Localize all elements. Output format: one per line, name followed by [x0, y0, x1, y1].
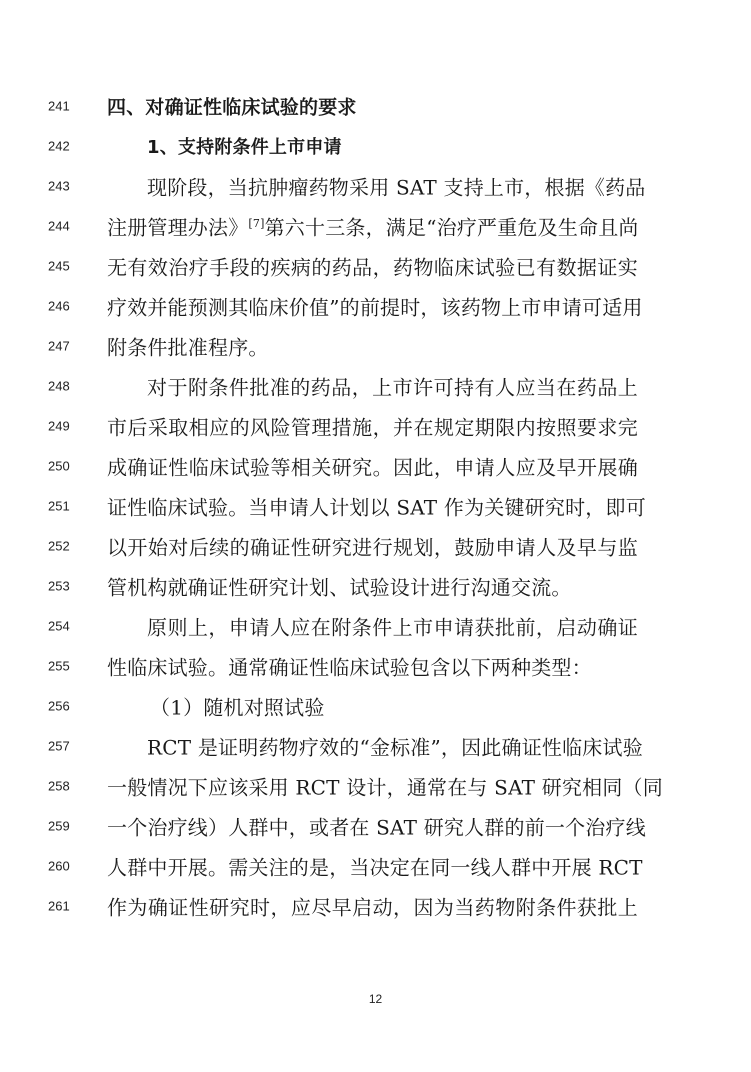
paragraph-line: 疗效并能预测其临床价值”的前提时，该药物上市申请可适用: [107, 295, 643, 320]
line-number: 244: [48, 218, 70, 234]
line-number: 247: [48, 338, 70, 354]
paragraph-line: 对于附条件批准的药品，上市许可持有人应当在药品上: [147, 375, 638, 400]
line-number: 258: [48, 778, 70, 794]
line-number: 248: [48, 378, 70, 394]
line-number: 250: [48, 458, 70, 474]
line-246: [0, 286, 751, 326]
line-247: [0, 326, 751, 366]
section-heading: 四、对确证性临床试验的要求: [107, 96, 357, 119]
line-245: [0, 246, 751, 286]
line-260: [0, 846, 751, 886]
paragraph-line: 人群中开展。需关注的是，当决定在同一线人群中开展 RCT: [107, 855, 643, 880]
paragraph-line: 原则上，申请人应在附条件上市申请获批前，启动确证: [147, 615, 638, 640]
line-259: [0, 806, 751, 846]
line-number: 253: [48, 578, 70, 594]
line-250: [0, 446, 751, 486]
line-248: [0, 366, 751, 406]
text-segment: 第六十三条，满足“治疗严重危及生命且尚: [264, 215, 639, 240]
line-254: [0, 606, 751, 646]
line-252: [0, 526, 751, 566]
paragraph-line: 市后采取相应的风险管理措施，并在规定期限内按照要求完: [107, 415, 638, 440]
line-number: 257: [48, 738, 70, 754]
line-number: 254: [48, 618, 70, 634]
line-251: [0, 486, 751, 526]
paragraph-line: 无有效治疗手段的疾病的药品，药物临床试验已有数据证实: [107, 255, 638, 280]
line-number: 245: [48, 258, 70, 274]
text-segment: 注册管理办法》: [107, 215, 249, 240]
line-241: [0, 86, 751, 126]
paragraph-line: 性临床试验。通常确证性临床试验包含以下两种类型：: [107, 655, 592, 680]
line-number: 246: [48, 298, 70, 314]
line-255: [0, 646, 751, 686]
paragraph-line: 以开始对后续的确证性研究进行规划，鼓励申请人及早与监: [107, 535, 638, 560]
paragraph-line: [107, 212, 638, 241]
line-number: 260: [48, 858, 70, 874]
paragraph-line: 证性临床试验。当申请人计划以 SAT 作为关键研究时，即可: [107, 495, 646, 520]
line-244: [0, 206, 751, 246]
page-number: 12: [368, 992, 383, 1006]
line-number: 243: [48, 178, 70, 194]
paragraph-line: 附条件批准程序。: [107, 335, 269, 360]
line-258: [0, 766, 751, 806]
line-number: 256: [48, 698, 70, 714]
line-number: 251: [48, 498, 70, 514]
line-256: [0, 686, 751, 726]
line-257: [0, 726, 751, 766]
citation-superscript: [7]: [248, 216, 265, 230]
paragraph-line: 现阶段，当抗肿瘤药物采用 SAT 支持上市，根据《药品: [147, 175, 646, 200]
subsection-heading: 1、支持附条件上市申请: [147, 137, 342, 158]
line-242: [0, 126, 751, 166]
paragraph-line: 成确证性临床试验等相关研究。因此，申请人应及早开展确: [107, 455, 638, 480]
line-261: [0, 886, 751, 926]
line-number: 242: [48, 138, 70, 154]
paragraph-line: 一个治疗线）人群中，或者在 SAT 研究人群的前一个治疗线: [107, 815, 646, 840]
paragraph-line: 管机构就确证性研究计划、试验设计进行沟通交流。: [107, 575, 572, 600]
paragraph-line: 一般情况下应该采用 RCT 设计，通常在与 SAT 研究相同（同: [107, 775, 663, 800]
line-253: [0, 566, 751, 606]
line-number: 241: [48, 98, 70, 114]
line-number: 261: [48, 898, 70, 914]
line-number: 259: [48, 818, 70, 834]
line-number: 252: [48, 538, 70, 554]
line-243: [0, 166, 751, 206]
line-249: [0, 406, 751, 446]
paragraph-line: 作为确证性研究时，应尽早启动，因为当药物附条件获批上: [107, 895, 638, 920]
line-number: 255: [48, 658, 70, 674]
paragraph-line: RCT 是证明药物疗效的“金标准”，因此确证性临床试验: [147, 735, 643, 760]
line-number: 249: [48, 418, 70, 434]
list-subheading: （1）随机对照试验: [150, 695, 325, 720]
